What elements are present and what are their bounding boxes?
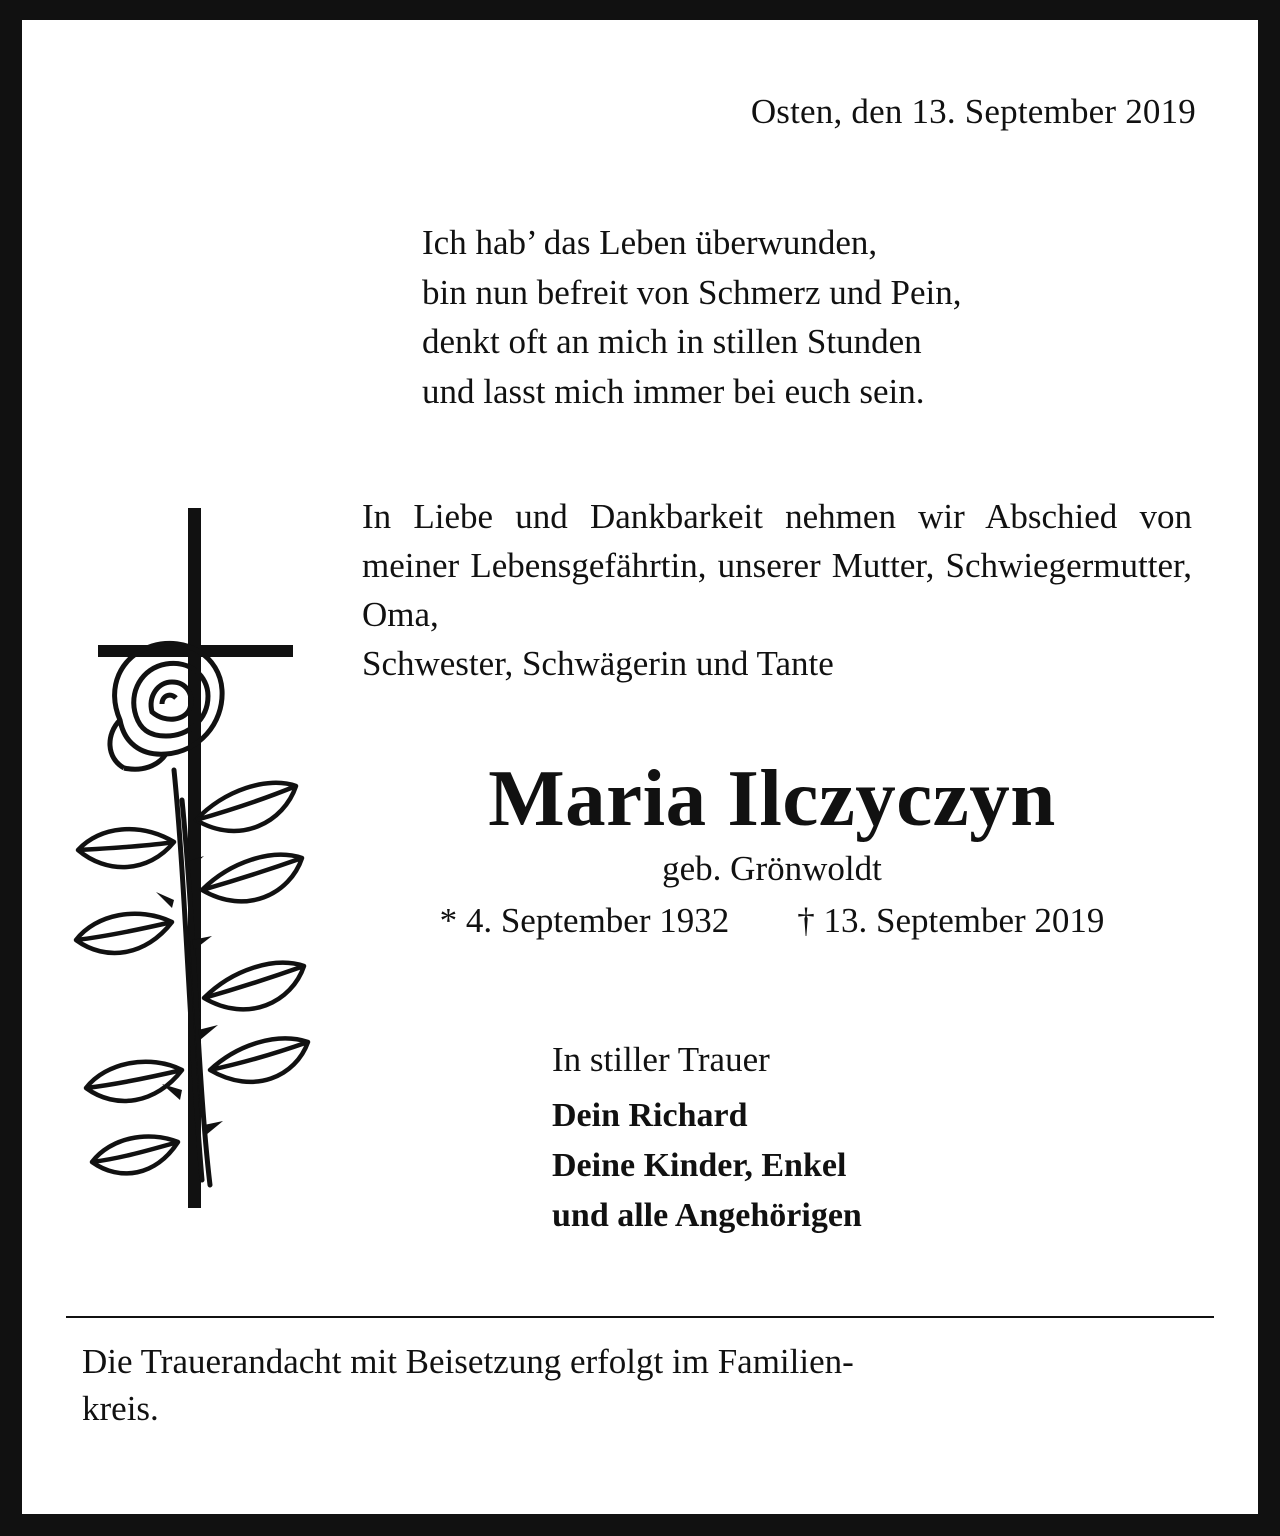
poem-line-4: und lasst mich immer bei euch sein. [422, 372, 925, 412]
maiden-name: geb. Grönwoldt [662, 849, 882, 889]
poem-line-2: bin nun befreit von Schmerz und Pein, [422, 272, 962, 312]
memorial-poem [422, 218, 1222, 417]
funeral-note [82, 1338, 1202, 1433]
rose-icon [62, 470, 332, 1230]
announcement-last-line: Schwester, Schwägerin und Tante [362, 644, 834, 683]
obituary-card [22, 20, 1258, 1514]
announcement-body: In Liebe und Dankbarkeit nehmen wir Abschied von meiner Lebensgefährtin, unserer Mutter, Schwiegermutter, Oma, [362, 497, 1192, 634]
deceased-name: Maria Ilczyczyn [488, 753, 1056, 843]
poem-line-1: Ich hab’ das Leben überwunden, [422, 223, 878, 262]
death-date: † 13. September 2019 [797, 901, 1105, 941]
mourning-intro: In stiller Trauer [552, 1040, 770, 1079]
poem-line-3: denkt oft an mich in stillen Stunden [422, 322, 922, 362]
place-and-date: Osten, den 13. September 2019 [750, 92, 1196, 131]
mourners-block [552, 1042, 862, 1249]
life-dates [322, 901, 1222, 941]
name-block [322, 753, 1222, 941]
mourner-line-3: und alle Angehörigen [552, 1197, 862, 1234]
mourner-line-2: Deine Kinder, Enkel [552, 1147, 847, 1184]
announcement-text [362, 492, 1192, 688]
funeral-note-body: Die Trauerandacht mit Beisetzung erfolgt im Familien- [82, 1342, 854, 1381]
funeral-note-tail: kreis. [82, 1389, 159, 1429]
cross-and-rose-artwork [62, 470, 332, 1230]
mourner-line-1: Dein Richard [552, 1097, 748, 1134]
birth-date: * 4. September 1932 [439, 901, 730, 941]
horizontal-divider [66, 1316, 1214, 1318]
